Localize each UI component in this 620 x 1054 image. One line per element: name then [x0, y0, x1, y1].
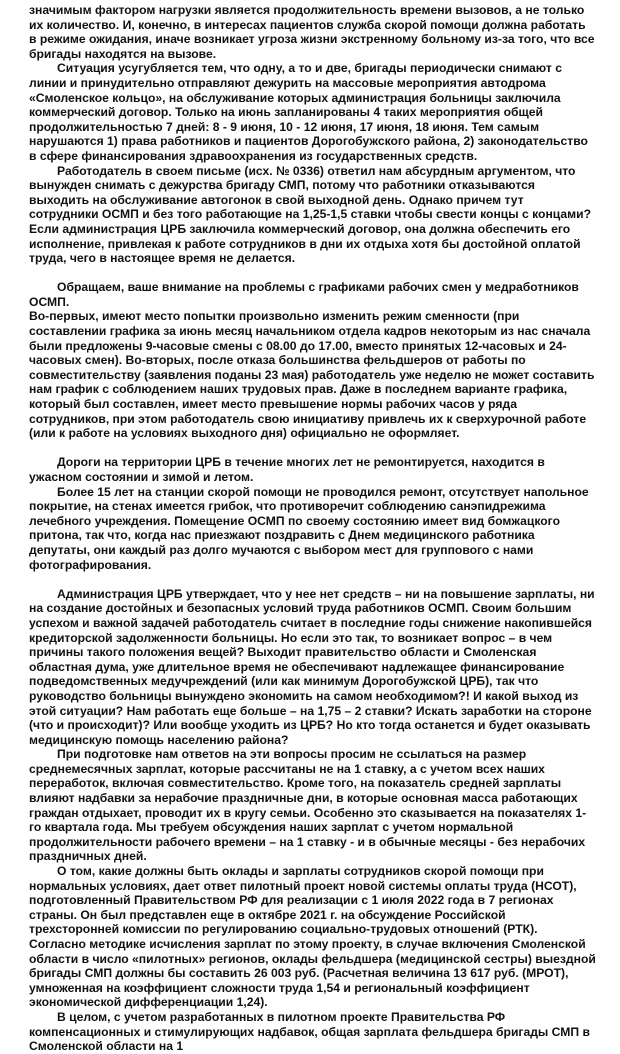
paragraph-total-salary: В целом, с учетом разработанных в пилотном проекте Правительства РФ компенсационных и стимулирующих надбавок, общая зарплата фельдшера бригады СМП в Смоленской области на 1	[29, 1009, 590, 1054]
paragraph-roads: Дороги на территории ЦРБ в течение многих лет не ремонтируется, находится в ужасном состоянии и зимой и летом.	[29, 455, 545, 484]
paragraph-administration-funds: Администрация ЦРБ утверждает, что у нее нет средств – ни на повышение зарплаты, ни на создание достойных и безопасных условий труда работников ОСМП. Своим большим успехом и важной задачей работодатель считает в последние годы снижение накопившейся кредиторской задолженности больницы. Но если это так, то возникает вопрос – в чем причины такого положения вещей? Выходит правительство области и Смоленская областная дума, уже длительное время не обеспечивают надлежащее финансирование подведомственных медучреждений (или как минимум Дорогобужской ЦРБ), так что руководство больницы вынуждено экономить на самом необходимом?! И какой выход из этой ситуации? Нам работать еще больше – на 1,75 – 2 ставки? Искать заработки на стороне (что и происходит)? Или вообще уходить из ЦРБ? Но кто тогда останется и будет оказывать медицинскую помощь населению района?	[29, 586, 595, 747]
paragraph-shift-schedules: Во-первых, имеют место попытки произвольно изменить режим сменности (при составлении графика за июнь месяц начальником отдела кадров некоторым из нас сначала были предложены 9-часовые смены с 08.00 до 17.00, вместо принятых 12-часовых и 24-часовых смен). Во-вторых, после отказа большинства фельдшеров от работы по совместительству (заявления поданы 23 мая) работодатель уже неделю не может составить нам график с соблюдением наших трудовых прав. Даже в последнем варианте графика, который был составлен, имеет место превышение нормы рабочих часов у ряда сотрудников, при этом работодатель свою инициативу привлечь их к сверхурочной работе (или к работе на условиях выходного дня) официально не оформляет.	[29, 309, 595, 441]
paragraph-pilot-project: О том, какие должны быть оклады и зарплаты сотрудников скорой помощи при нормальных условиях, дает ответ пилотный проект новой системы оплаты труда (НСОТ), подготовленный Правительством РФ для реализации с 1 июля 2022 года в 7 регионах страны. Он был представлен еще в октябре 2021 г. на обсуждение Российской трехсторонней комиссии по регулированию социально-трудовых отношений (РТК). Согласно методике исчисления зарплат по этому проекту, в случае включения Смоленской области в число «пилотных» регионов, оклады фельдшера (медицинской сестры) выездной бригады СМП должны бы составить 26 003 руб. (Расчетная величина 13 617 руб. (МРОТ), умноженная на коэффициент сложности труда 1,54 и региональный коэффициент экономической дифференциации 1,24).	[29, 864, 596, 1010]
paragraph-smolensk-ring: Ситуация усугубляется тем, что одну, а то и две, бригады периодически снимают с линии и принудительно отправляют дежурить на массовые мероприятия автодрома «Смоленское кольцо», на обслуживание которых администрация больницы заключила коммерческий договор. Только на июнь запланированы 4 таких мероприятия общей продолжительностью 7 дней: 8 - 9 июня, 10 - 12 июня, 17 июня, 18 июня. Тем самым нарушаются 1) права работников и пациентов Дорогобужского района, 2) законодательство в сфере финансирования здравоохранения из государственных средств.	[29, 61, 588, 163]
paragraph-shift-schedules-intro: Обращаем, ваше внимание на проблемы с графиками рабочих смен у медработников ОСМП.	[29, 280, 579, 309]
paragraph-employer-letter: Работодатель в своем письме (исх. № 0336) ответил нам абсурдным аргументом, что вынужден снимать с дежурства бригаду СМП, потому что работники отказываются выходить на обслуживание автогонок в свой выходной день. Однако причем тут сотрудники ОСМП и без того работающие на 1,25-1,5 ставки чтобы свести концы с концами? Если администрация ЦРБ заключила коммерческий договор, она должна обеспечить его исполнение, привлекая к работе сотрудников в дни их отдыха хотя бы достойной оплатой труда, чего в настоящее время не делается.	[29, 163, 592, 266]
paragraph-station-repair: Более 15 лет на станции скорой помощи не проводился ремонт, отсутствует напольное покрытие, на стенах имеется грибок, что противоречит соблюдению санэпидрежима лечебного учреждения. Помещение ОСМП по своему состоянию имеет вид бомжацкого притона, так что, когда нас приезжают поздравить с Днем медицинского работника депутаты, они каждый раз долго мучаются с выбором мест для группового с нами фотографирования.	[29, 484, 589, 572]
paragraph-call-duration: значимым фактором нагрузки является продолжительность времени вызовов, а не только их количество. И, конечно, в интересах пациентов служба скорой помощи должна работать в режиме ожидания, иначе возникает угроза жизни экстренному больному из-за того, что все бригады находятся на вызове.	[29, 3, 595, 61]
paragraph-salary-calculation: При подготовке нам ответов на эти вопросы просим не ссылаться на размер среднемесячных зарплат, которые рассчитаны не на 1 ставку, а с учетом всех наших переработок, включая совместительство. Кроме того, на показатель средней зарплаты влияют надбавки за нерабочие праздничные дни, в которые основная масса работающих граждан отдыхает, проводит их в кругу семьи. Особенно это сказывается на показателях 1-го квартала года. Мы требуем обсуждения наших зарплат с учетом нормальной продолжительности рабочего времени – на 1 ставку - и в обычные месяцы - без нерабочих праздничных дней.	[29, 747, 587, 864]
